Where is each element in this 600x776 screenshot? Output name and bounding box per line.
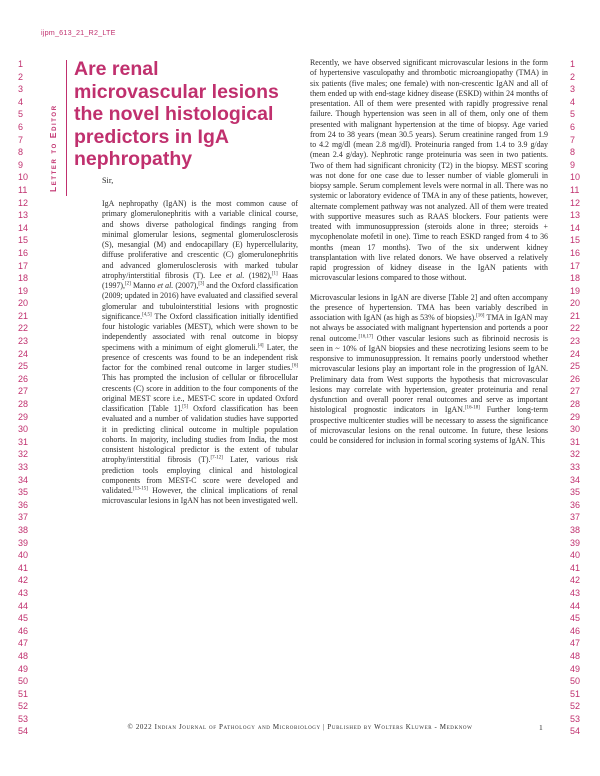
line-number: 13 [570, 210, 581, 221]
line-number: 47 [18, 638, 29, 649]
line-number: 8 [570, 147, 576, 158]
line-number: 6 [18, 121, 24, 132]
line-number: 6 [570, 121, 576, 132]
line-number: 30 [570, 424, 581, 435]
line-number: 50 [570, 676, 581, 687]
page-number: 1 [539, 723, 543, 732]
line-number: 12 [18, 197, 29, 208]
line-number: 7 [570, 134, 576, 145]
paragraph: Microvascular lesions in IgAN are diverse [Table 2] and often accompany the presence of hypertension. TMA has been variably described in association with IgAN (as high as 53% of biopsies).[16] TMA in IgAN may not always be associated with malignant hypertension and portends a poor renal outcome.[16,17] Other vascular lesions such as fibrinoid necrosis is seen in ~ 10% of IgAN biopsies and these necrotizing lesions seem to be responsive to immunosuppression. It remains poorly understood whether microvascular lesions play an important role in the progression of IgAN. Preliminary data from West supports the hypothesis that microvascular lesions may correlate with hypertension, greater proteinuria and renal dysfunction and overall poorer renal outcomes and serve as important histological prognostic indicators in IgAN.[16-18] Further long-term prospective multicenter studies will be necessary to assess the significance of microvascular lesions on the renal outcome. In future, these lesions could be considered for inclusion in formal scoring systems of IgAN. This [310, 292, 548, 445]
line-number: 47 [570, 638, 581, 649]
line-number: 9 [18, 159, 24, 170]
line-number: 46 [18, 625, 29, 636]
line-number: 26 [570, 373, 581, 384]
line-number: 11 [18, 184, 28, 195]
line-number: 23 [18, 336, 29, 347]
line-number: 23 [570, 336, 581, 347]
line-number: 29 [18, 411, 29, 422]
line-number: 16 [570, 247, 581, 258]
line-number: 4 [18, 96, 24, 107]
line-number: 10 [18, 172, 29, 183]
line-number: 35 [18, 487, 29, 498]
line-number: 41 [18, 562, 29, 573]
paragraph: Recently, we have observed significant microvascular lesions in the form of hypertensive vasculopathy and thrombotic microangiopathy (TMA) in six patients (five males; one female) with non-crescentic IgAN and all of them ended up with end-stage kidney disease (ESKD) within 24 months of presentation. All of them were presented with rapidly progressive renal failure. Though hypertension was seen in all of them, only one of them presented with malignant hypertension at the time of biopsy. Age varied from 24 to 38 years (mean 30.5 years). Serum creatinine ranged from 1.9 to 4.2 mg/dl (mean 2.8 mg/dl). Proteinuria ranged from 1.4 to 3.9 g/day (mean 2.4 g/day). Nephrotic range proteinuria was seen in two patients. Two of them had significant chronicity (T2) in the biopsy. MEST scoring was not done for one case due to lesser number of viable glomeruli in biopsy sample. Serum complement levels were normal in all. There was no systemic or laboratory evidence of TMA in any of these patients, however, alternate complement pathway was not analyzed. All of them were treated with supportive measures such as RAAS blockers. Four patients were treated with immunosuppression (steroids alone in three; steroids + mycophenolate mofetil in one). Time to reach ESKD ranged from 4 to 36 months (mean 17 months). Two of the six underwent kidney transplantation with live related donors. We have observed a relatively rapid progression of kidney disease in the IgAN patients with microvascular lesions compared to those without. [310, 58, 548, 283]
line-numbers-right [570, 58, 592, 738]
line-number: 54 [18, 726, 29, 737]
line-number: 42 [18, 575, 29, 586]
line-number: 43 [570, 587, 581, 598]
line-number: 49 [18, 663, 29, 674]
line-number: 12 [570, 197, 581, 208]
line-number: 37 [18, 512, 29, 523]
line-number: 7 [18, 134, 24, 145]
line-number: 52 [18, 701, 29, 712]
line-number: 21 [18, 310, 29, 321]
line-number: 40 [570, 550, 581, 561]
line-number: 39 [570, 537, 581, 548]
line-number: 22 [18, 323, 29, 334]
line-number: 38 [18, 524, 29, 535]
right-column [310, 58, 548, 455]
line-number: 41 [570, 562, 581, 573]
line-number: 54 [570, 726, 581, 737]
line-number: 13 [18, 210, 29, 221]
line-number: 3 [18, 84, 24, 95]
article-title: Are renal microvascular lesions the novel histological predictors in IgA nephropathy [74, 58, 279, 170]
salutation: Sir, [102, 176, 114, 185]
line-number: 14 [570, 222, 581, 233]
line-number: 17 [18, 260, 29, 271]
line-number: 1 [18, 59, 24, 69]
line-number: 38 [570, 524, 581, 535]
manuscript-id: ijpm_613_21_R2_LTE [41, 28, 116, 37]
line-number: 28 [570, 399, 581, 410]
line-number: 44 [18, 600, 29, 611]
line-number: 37 [570, 512, 581, 523]
line-number: 53 [570, 713, 581, 724]
line-number: 17 [570, 260, 581, 271]
line-number: 49 [570, 663, 581, 674]
line-number: 8 [18, 147, 24, 158]
line-number: 1 [570, 59, 576, 69]
line-number: 33 [570, 462, 581, 472]
line-number: 18 [18, 273, 29, 284]
line-number: 9 [570, 159, 576, 170]
line-number: 36 [570, 499, 581, 510]
line-number: 3 [570, 84, 576, 95]
line-number: 24 [18, 348, 29, 359]
line-number: 32 [18, 449, 29, 460]
line-number: 33 [18, 462, 29, 472]
line-number: 15 [18, 235, 29, 246]
line-number: 45 [18, 613, 29, 624]
line-number: 48 [18, 650, 29, 661]
line-number: 25 [570, 361, 581, 372]
line-number: 24 [570, 348, 581, 359]
line-number: 46 [570, 625, 581, 636]
line-number: 27 [570, 386, 581, 397]
line-number: 34 [570, 474, 581, 485]
line-number: 50 [18, 676, 29, 687]
line-number: 53 [18, 713, 29, 724]
line-number: 25 [18, 361, 29, 372]
line-number: 5 [18, 109, 24, 120]
line-number: 21 [570, 310, 581, 321]
line-number: 39 [18, 537, 29, 548]
line-number: 42 [570, 575, 581, 586]
line-number: 19 [570, 285, 581, 296]
line-number: 28 [18, 399, 29, 410]
line-number: 27 [18, 386, 29, 397]
paragraph: IgA nephropathy (IgAN) is the most common cause of primary glomerulonephritis with a variable clinical course, and shows diverse pathological findings ranging from minimal glomerular lesions, segmental glomerulosclerosis (S), mesangial (M) and endocapillary (E) hypercellularity, diffuse proliferative and crescentic (C) glomerulonephritis and advanced glomerulosclerosis with marked tubular atrophy/interstitial fibrosis (T). Lee et al. (1982),[1] Haas (1997),[2] Manno et al. (2007),[3] and the Oxford classification (2009; updated in 2016) have evaluated and classified several glomerular and tubulointerstitial lesions with prognostic significance.[4,5] The Oxford classification initially identified four histologic variables (MEST), which were shown to be independently associated with renal outcome in biopsy specimens with a minimum of eight glomeruli.[4] Later, the presence of crescents was found to be an independent risk factor for the combined renal outcome in larger studies.[6] This has prompted the inclusion of cellular or fibrocellular crescents (C) score in addition to the four components of the original MEST score i.e., MEST-C score in updated Oxford classification [Table 1].[5] Oxford classification has been evaluated and a number of validation studies have supported it in predicting clinical outcome in multiple population cohorts. In majority, including studies from India, the most consistent histological predictor is the extent of tubular atrophy/interstitial fibrosis (T).[7-12] Later, various risk prediction tools employing clinical and histological components from MEST-C score were developed and validated.[13-15] However, the clinical implications of renal microvascular lesions in IgAN has not been investigated well. [102, 199, 299, 506]
line-number: 51 [18, 688, 29, 699]
line-number: 22 [570, 323, 581, 334]
line-number: 16 [18, 247, 29, 258]
line-number: 51 [570, 688, 581, 699]
page-footer: © 2022 Indian Journal of Pathology and Microbiology | Published by Wolters Kluwer - Medknow [127, 723, 473, 731]
line-number: 52 [570, 701, 581, 712]
line-number: 45 [570, 613, 581, 624]
line-number: 31 [18, 436, 29, 447]
left-column [102, 199, 298, 516]
line-number: 18 [570, 273, 581, 284]
line-number: 48 [570, 650, 581, 661]
line-number: 14 [18, 222, 29, 233]
line-number: 40 [18, 550, 29, 561]
line-number: 5 [570, 109, 576, 120]
line-number: 31 [570, 436, 581, 447]
line-number: 32 [570, 449, 581, 460]
line-number: 44 [570, 600, 581, 611]
line-number: 4 [570, 96, 576, 107]
section-label [48, 62, 62, 192]
line-number: 35 [570, 487, 581, 498]
line-number: 2 [570, 71, 576, 82]
line-number: 30 [18, 424, 29, 435]
line-number: 34 [18, 474, 29, 485]
line-number: 15 [570, 235, 581, 246]
line-number: 2 [18, 71, 24, 82]
line-number: 43 [18, 587, 29, 598]
section-label-text: Letter to Editor [48, 104, 58, 192]
section-divider [66, 60, 67, 196]
line-number: 29 [570, 411, 581, 422]
line-number: 10 [570, 172, 581, 183]
line-number: 26 [18, 373, 29, 384]
line-number: 11 [570, 184, 580, 195]
line-number: 36 [18, 499, 29, 510]
line-number: 19 [18, 285, 29, 296]
line-numbers-left [18, 58, 40, 738]
line-number: 20 [18, 298, 29, 309]
line-number: 20 [570, 298, 581, 309]
